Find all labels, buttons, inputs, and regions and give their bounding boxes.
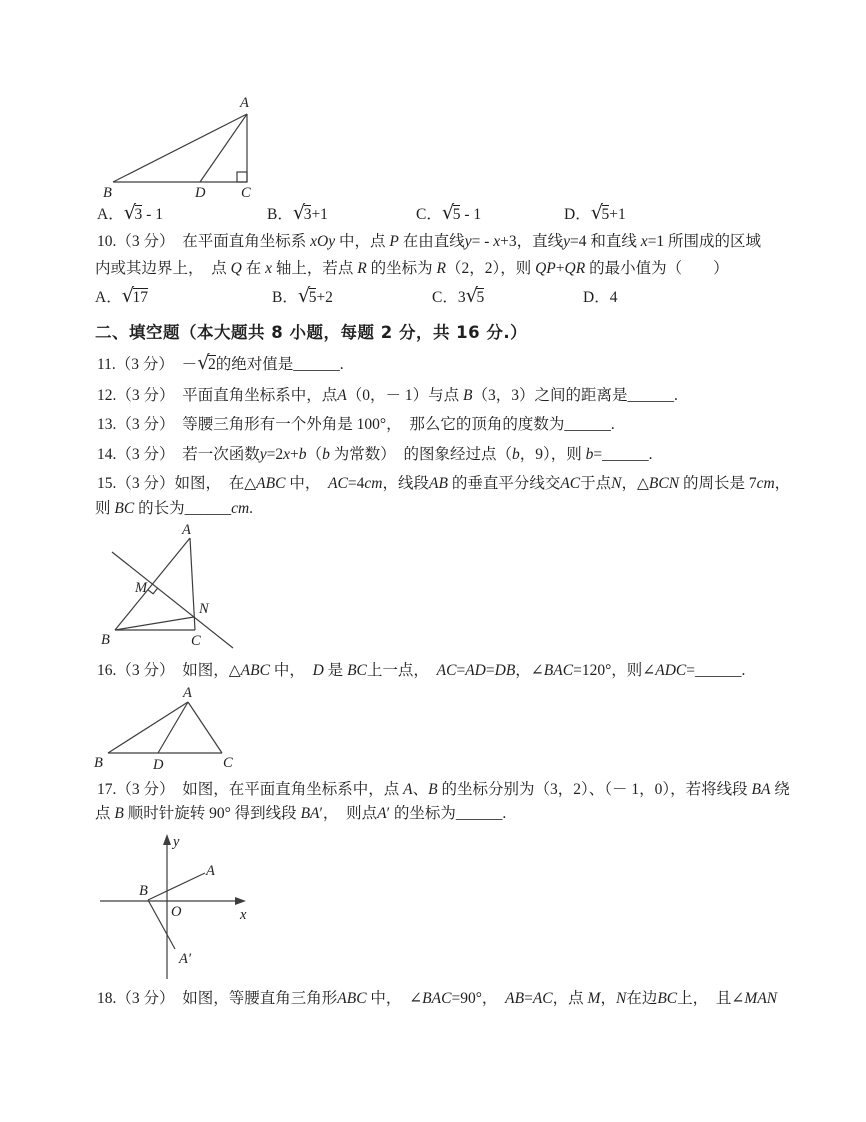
radical-sign: √ [123, 201, 135, 224]
sqrt-expression [197, 351, 216, 374]
figure-q17-axes [95, 831, 255, 983]
option-suffix: +1 [311, 206, 328, 223]
label-B: B [103, 185, 112, 201]
q9-option-c [416, 201, 481, 227]
option-label: B． [272, 289, 298, 306]
option-suffix: - 1 [142, 206, 163, 223]
sqrt-expression [465, 284, 485, 307]
radical-sign: √ [590, 201, 602, 224]
label-A: A [183, 685, 192, 701]
radicand: 5 [308, 289, 317, 306]
right-angle-mark [148, 588, 158, 593]
radicand: 2 [208, 356, 216, 373]
figure-q16-triangle [93, 686, 243, 778]
perpendicular-bisector [112, 552, 233, 648]
label-x-axis: x [240, 907, 247, 923]
sqrt-expression [590, 201, 610, 224]
radicand: 5 [452, 206, 461, 223]
question-15-line-2: 则 BC 的长为______cm. [95, 500, 254, 517]
label-B: B [94, 755, 103, 771]
question-17-line-1: 17.（3 分） 如图，在平面直角坐标系中，点 A、B 的坐标分别为（3，2）、（－ 1，0），若将线段 BA 绕 [97, 781, 790, 798]
label-A: A [206, 863, 215, 879]
q9-option-b [267, 201, 328, 227]
segment-BA [108, 702, 188, 753]
figure-q9-triangle [100, 93, 270, 205]
label-A: A [182, 522, 191, 538]
sqrt-expression [121, 284, 149, 307]
radical-sign: √ [292, 201, 304, 224]
option-label: C． [416, 206, 442, 223]
option-suffix: +2 [316, 289, 333, 306]
label-D: D [153, 757, 164, 773]
option-label: D．4 [583, 289, 618, 306]
q10-option-b [272, 284, 333, 310]
q10-option-d [583, 284, 617, 310]
question-18-line: 18.（3 分） 如图，等腰直角三角形ABC 中， ∠BAC=90°， AB=AC，点 M，N在边BC上， 且∠MAN [97, 990, 778, 1007]
label-y-axis: y [173, 834, 180, 850]
radicand: 3 [303, 206, 312, 223]
sqrt-expression [441, 201, 461, 224]
label-origin: O [171, 904, 182, 920]
q10-option-c [432, 284, 484, 310]
sqrt-expression [292, 201, 312, 224]
option-label: A． [95, 289, 122, 306]
segment-BN [115, 617, 194, 630]
option-label: C．3 [432, 289, 466, 306]
q11-suffix: 的绝对值是______. [215, 356, 344, 373]
label-B: B [101, 632, 110, 648]
label-N: N [199, 601, 209, 617]
label-D: D [195, 185, 206, 201]
radical-sign: √ [121, 284, 133, 307]
segment-AD [158, 702, 188, 753]
q10-option-a [95, 284, 148, 310]
question-14-line: 14.（3 分） 若一次函数y=2x+b（b 为常数） 的图象经过点（b，9），则 b=______. [97, 446, 653, 463]
segment-AC [188, 702, 222, 753]
y-axis-arrow [163, 834, 171, 845]
q9-option-a [97, 201, 163, 227]
label-B: B [139, 883, 148, 899]
option-label: A． [97, 206, 124, 223]
question-17-line-2: 点 B 顺时针旋转 90° 得到线段 BA′， 则点A′ 的坐标为______. [95, 805, 507, 822]
question-13-line: 13.（3 分） 等腰三角形有一个外角是 100°， 那么它的顶角的度数为______. [97, 416, 615, 433]
radicand: 17 [132, 289, 149, 306]
label-C: C [223, 755, 233, 771]
radicand: 3 [134, 206, 143, 223]
label-M: M [135, 580, 148, 596]
question-12-line: 12.（3 分） 平面直角坐标系中，点A（0，－ 1）与点 B（3，3）之间的距离是______. [97, 387, 678, 404]
figure-q15-triangle [95, 518, 245, 658]
radical-sign: √ [297, 284, 309, 307]
label-C: C [191, 633, 201, 649]
option-suffix: +1 [609, 206, 626, 223]
option-label: D． [564, 206, 591, 223]
option-suffix: - 1 [460, 206, 482, 223]
question-10-line-1: 10.（3 分） 在平面直角坐标系 xOy 中，点 P 在由直线y= - x+3，直线y=4 和直线 x=1 所围成的区域 [97, 233, 762, 250]
label-A: A [240, 95, 249, 111]
radicand: 5 [601, 206, 610, 223]
radical-sign: √ [465, 284, 477, 307]
option-label: B． [267, 206, 293, 223]
q9-option-d [564, 201, 626, 227]
q11-prefix: 11.（3 分） － [97, 356, 198, 373]
question-15-line-1: 15.（3 分）如图， 在△ABC 中， AC=4cm，线段AB 的垂直平分线交AC于点N，△BCN 的周长是 7cm， [97, 475, 791, 492]
question-10-line-2: 内或其边界上， 点 Q 在 x 轴上，若点 R 的坐标为 R（2，2），则 QP+QR 的最小值为（ ） [95, 260, 729, 277]
x-axis-arrow [235, 897, 246, 905]
question-11-line [97, 352, 344, 376]
sqrt-expression [123, 201, 143, 224]
radicand: 5 [476, 289, 485, 306]
segment-BA [148, 873, 205, 900]
label-C: C [241, 185, 251, 201]
label-A-prime: A′ [179, 951, 192, 967]
radical-sign: √ [441, 201, 453, 224]
sqrt-expression [297, 284, 317, 307]
question-16-line: 16.（3 分） 如图，△ABC 中， D 是 BC上一点， AC=AD=DB，∠BAC=120°，则∠ADC=______. [97, 662, 746, 679]
section-2-title: 二、填空题（本大题共 8 小题，每题 2 分，共 16 分.） [95, 323, 528, 342]
right-angle-mark [237, 172, 247, 182]
radical-sign: √ [197, 351, 209, 374]
segment-BA [113, 114, 247, 182]
